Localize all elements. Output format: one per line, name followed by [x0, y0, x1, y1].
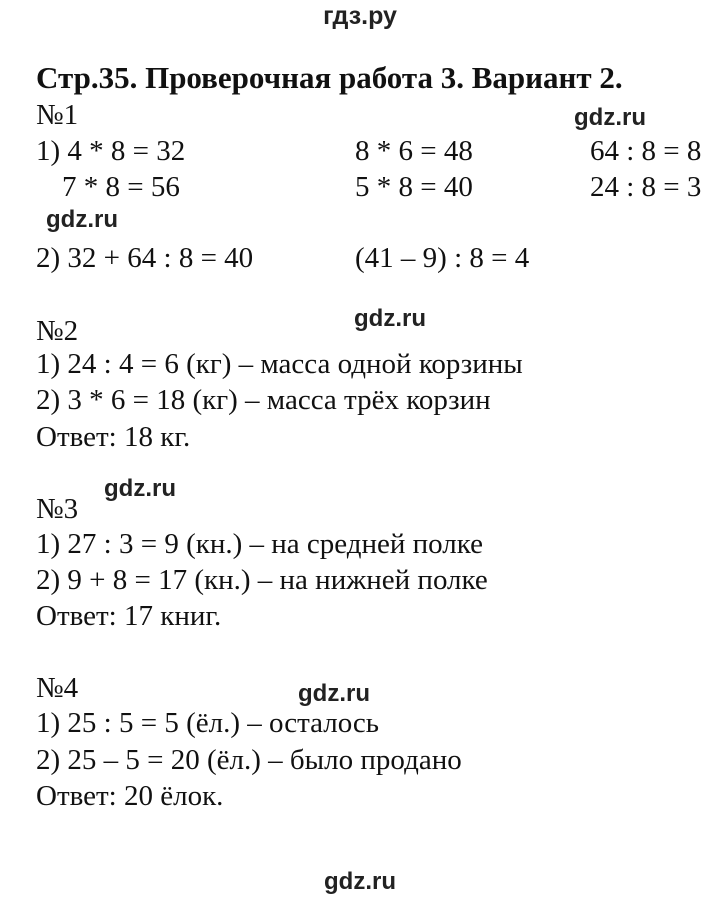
task-4-line-2: 2) 25 – 5 = 20 (ёл.) – было продано: [36, 744, 462, 776]
footer-watermark: gdz.ru: [324, 868, 396, 895]
task-3-number: №3: [36, 493, 79, 525]
page-title: Стр.35. Проверочная работа 3. Вариант 2.: [36, 60, 623, 95]
task-2-line-2: 2) 3 * 6 = 18 (кг) – масса трёх корзин: [36, 384, 491, 416]
task-3-answer: Ответ: 17 книг.: [36, 600, 222, 632]
task-3-line-1: 1) 27 : 3 = 9 (кн.) – на средней полке: [36, 528, 484, 560]
task-2-number: №2: [36, 315, 79, 347]
watermark: gdz.ru: [104, 475, 176, 502]
task-4-number: №4: [36, 672, 79, 704]
task-1-row-1-col-1: 1) 4 * 8 = 32: [36, 135, 186, 167]
task-3-line-2: 2) 9 + 8 = 17 (кн.) – на нижней полке: [36, 564, 488, 596]
watermark: gdz.ru: [574, 104, 646, 131]
task-4-answer: Ответ: 20 ёлок.: [36, 780, 224, 812]
watermark: gdz.ru: [46, 206, 118, 233]
task-1-row-2-col-1: 7 * 8 = 56: [62, 171, 180, 203]
task-2-line-1: 1) 24 : 4 = 6 (кг) – масса одной корзины: [36, 348, 523, 380]
task-1-row-2-col-3: 24 : 8 = 3: [590, 171, 702, 203]
task-4-line-1: 1) 25 : 5 = 5 (ёл.) – осталось: [36, 707, 380, 739]
task-1-row-3-col-1: 2) 32 + 64 : 8 = 40: [36, 242, 254, 274]
watermark: gdz.ru: [354, 305, 426, 332]
task-1-number: №1: [36, 99, 79, 131]
task-1-row-2-col-2: 5 * 8 = 40: [355, 171, 473, 203]
watermark: gdz.ru: [298, 680, 370, 707]
task-1-row-1-col-3: 64 : 8 = 8: [590, 135, 702, 167]
task-2-answer: Ответ: 18 кг.: [36, 421, 191, 453]
site-header: гдз.ру: [323, 2, 397, 30]
task-1-row-1-col-2: 8 * 6 = 48: [355, 135, 473, 167]
task-1-row-3-col-2: (41 – 9) : 8 = 4: [355, 242, 530, 274]
